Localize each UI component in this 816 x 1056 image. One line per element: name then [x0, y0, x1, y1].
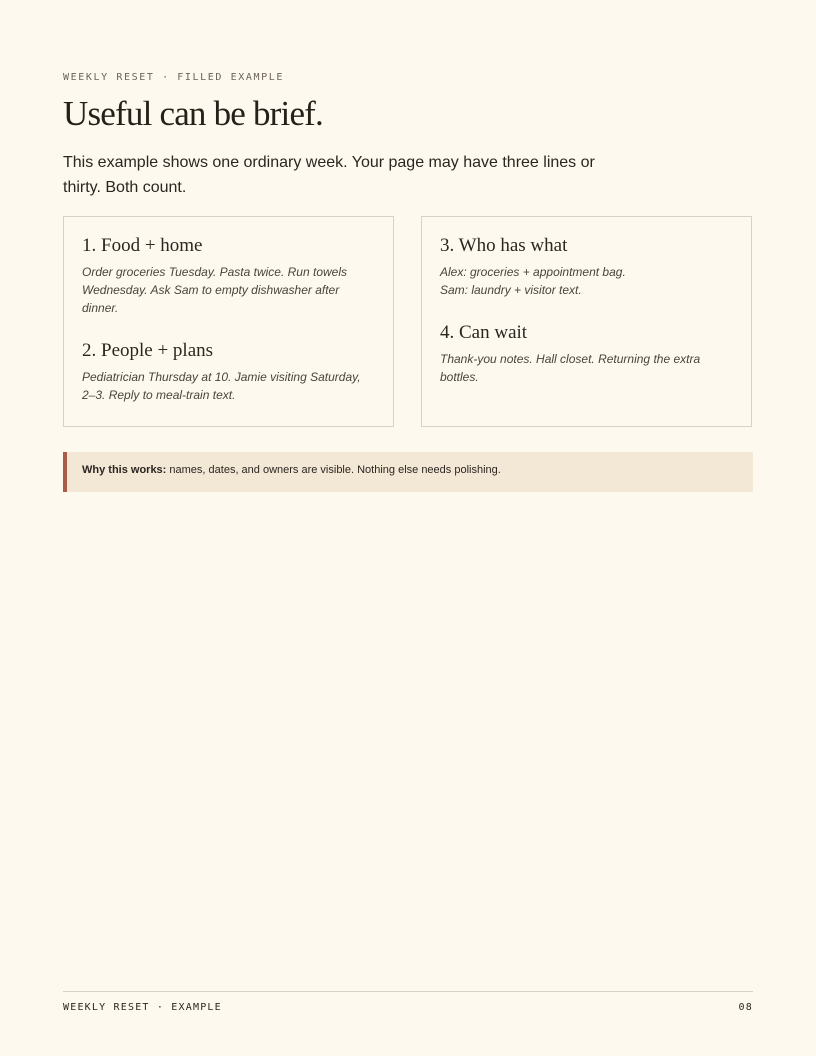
callout-label: Why this works: — [82, 464, 167, 476]
section-food-home — [82, 234, 375, 317]
page-title: Useful can be brief. — [63, 94, 323, 133]
card-right — [421, 216, 752, 427]
card-left — [63, 216, 394, 427]
callout-text: names, dates, and owners are visible. Nothing else needs polishing. — [166, 464, 501, 476]
eyebrow-label: WEEKLY RESET · FILLED EXAMPLE — [63, 72, 284, 83]
section-title: 4. Can wait — [440, 322, 528, 343]
section-body: Thank-you notes. Hall closet. Returning the extra bottles. — [440, 352, 701, 384]
footer-label: WEEKLY RESET · EXAMPLE — [63, 1002, 222, 1013]
section-body: Order groceries Tuesday. Pasta twice. Run towels Wednesday. Ask Sam to empty dishwasher after dinner. — [82, 265, 347, 315]
section-title: 1. Food + home — [82, 235, 203, 256]
section-body: Alex: groceries + appointment bag. Sam: laundry + visitor text. — [440, 265, 626, 297]
section-title: 2. People + plans — [82, 340, 214, 361]
section-who-has-what — [440, 234, 733, 299]
section-can-wait — [440, 321, 733, 386]
section-people-plans — [82, 339, 375, 404]
page-number: 08 — [738, 1002, 753, 1013]
callout-note — [63, 452, 753, 492]
section-body: Pediatrician Thursday at 10. Jamie visiting Saturday, 2–3. Reply to meal-train text. — [82, 370, 361, 402]
footer-divider — [63, 991, 753, 992]
intro-paragraph: This example shows one ordinary week. Your page may have three lines or thirty. Both count. — [63, 154, 595, 196]
section-title: 3. Who has what — [440, 235, 568, 256]
